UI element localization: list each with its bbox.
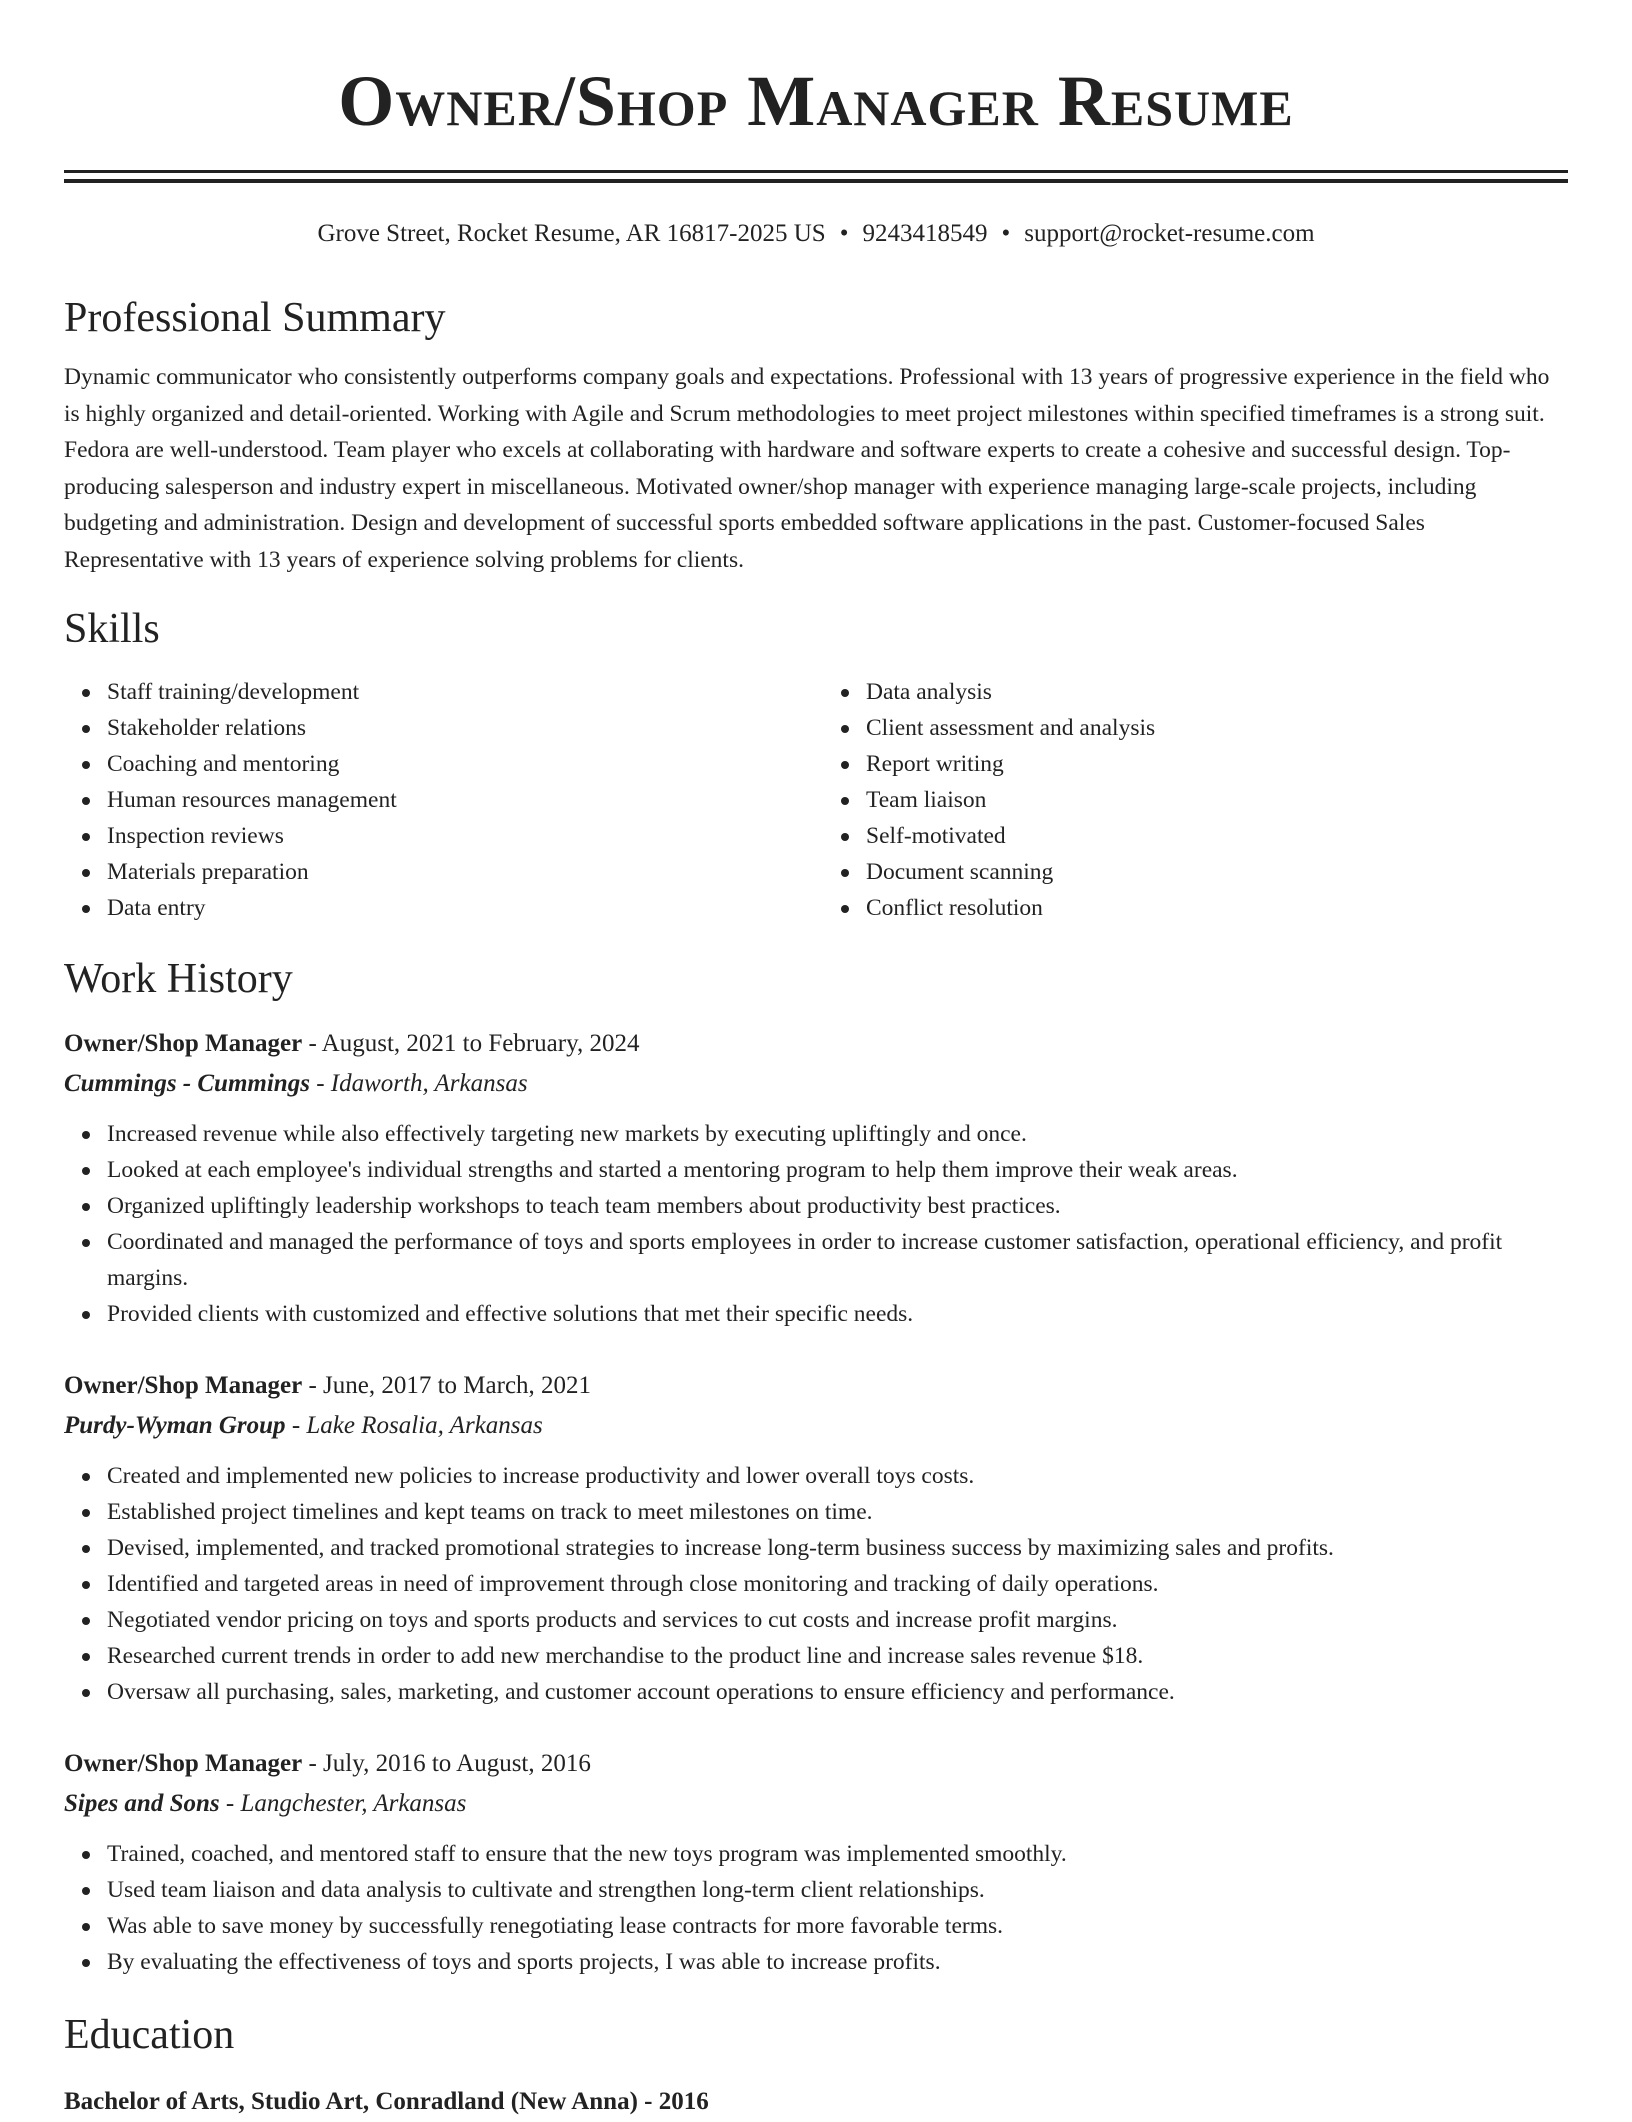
job-entry [64, 1366, 1568, 1710]
employer: Purdy-Wyman Group [64, 1412, 286, 1439]
duty-item: Organized upliftingly leadership workshops to teach team members about productivity best practices. [107, 1188, 1568, 1224]
employer-line [64, 1784, 1568, 1824]
title-rule-top [64, 170, 1568, 173]
separator-bullet: • [1001, 220, 1011, 247]
summary-heading: Professional Summary [64, 295, 446, 341]
page-title: Owner/Shop Manager Resume [338, 61, 1294, 141]
skill-item: Document scanning [866, 854, 1568, 890]
skill-item: Human resources management [107, 782, 809, 818]
skill-item: Data entry [107, 890, 809, 926]
skills-column-left [64, 674, 809, 926]
duty-item: Identified and targeted areas in need of improvement through close monitoring and tracking of daily operations. [107, 1566, 1568, 1602]
job-location: Lake Rosalia, Arkansas [306, 1412, 543, 1439]
title-rule-bottom [64, 179, 1568, 183]
skills-column-right [809, 674, 1568, 926]
job-location: Langchester, Arkansas [240, 1790, 467, 1817]
skills-list [64, 674, 1568, 926]
job-duties [64, 1836, 1568, 1980]
employer-line [64, 1064, 1568, 1104]
job-entry [64, 1024, 1568, 1332]
job-dates: June, 2017 to March, 2021 [323, 1372, 592, 1399]
employer: Sipes and Sons [64, 1790, 220, 1817]
duty-item: Devised, implemented, and tracked promotional strategies to increase long-term business success by maximizing sales and profits. [107, 1530, 1568, 1566]
separator: - [285, 1412, 307, 1439]
education-heading: Education [64, 2012, 235, 2058]
skill-item: Staff training/development [107, 674, 809, 710]
skill-item: Team liaison [866, 782, 1568, 818]
employer: Cummings - Cummings [64, 1070, 310, 1097]
address: Grove Street, Rocket Resume, AR 16817-2025 US [317, 220, 826, 247]
job-title-line [64, 1366, 1568, 1406]
duty-item: Was able to save money by successfully renegotiating lease contracts for more favorable terms. [107, 1908, 1568, 1944]
job-location: Idaworth, Arkansas [330, 1070, 528, 1097]
job-dates: July, 2016 to August, 2016 [323, 1750, 591, 1777]
separator: - [219, 1790, 241, 1817]
skill-item: Coaching and mentoring [107, 746, 809, 782]
job-title: Owner/Shop Manager [64, 1030, 303, 1057]
phone: 9243418549 [862, 220, 988, 247]
skill-item: Client assessment and analysis [866, 710, 1568, 746]
job-title-line [64, 1024, 1568, 1064]
job-title: Owner/Shop Manager [64, 1372, 303, 1399]
skill-item: Self-motivated [866, 818, 1568, 854]
duty-item: Coordinated and managed the performance of toys and sports employees in order to increase customer satisfaction, operational efficiency, and profit margins. [107, 1224, 1568, 1296]
job-entry [64, 1744, 1568, 1980]
separator-bullet: • [839, 220, 849, 247]
separator: - [302, 1372, 324, 1399]
job-title-line [64, 1744, 1568, 1784]
skill-item: Conflict resolution [866, 890, 1568, 926]
education-entry: Bachelor of Arts, Studio Art, Conradland (New Anna) - 2016 [64, 2088, 709, 2115]
separator: - [302, 1750, 324, 1777]
duty-item: Provided clients with customized and effective solutions that met their specific needs. [107, 1296, 1568, 1332]
duty-item: Researched current trends in order to add new merchandise to the product line and increase sales revenue $18. [107, 1638, 1568, 1674]
duty-item: Oversaw all purchasing, sales, marketing, and customer account operations to ensure efficiency and performance. [107, 1674, 1568, 1710]
job-title: Owner/Shop Manager [64, 1750, 303, 1777]
duty-item: Trained, coached, and mentored staff to ensure that the new toys program was implemented smoothly. [107, 1836, 1568, 1872]
duty-item: Looked at each employee's individual strengths and started a mentoring program to help them improve their weak areas. [107, 1152, 1568, 1188]
contact-line [64, 219, 1568, 249]
skills-heading: Skills [64, 606, 160, 652]
skill-item: Data analysis [866, 674, 1568, 710]
skill-item: Inspection reviews [107, 818, 809, 854]
email: support@rocket-resume.com [1024, 220, 1315, 247]
skill-item: Report writing [866, 746, 1568, 782]
duty-item: Established project timelines and kept teams on track to meet milestones on time. [107, 1494, 1568, 1530]
job-dates: August, 2021 to February, 2024 [321, 1030, 640, 1057]
work-history-heading: Work History [64, 956, 293, 1002]
job-duties [64, 1458, 1568, 1710]
skill-item: Materials preparation [107, 854, 809, 890]
job-duties [64, 1116, 1568, 1332]
separator: - [309, 1070, 331, 1097]
duty-item: By evaluating the effectiveness of toys and sports projects, I was able to increase profits. [107, 1944, 1568, 1980]
employer-line [64, 1406, 1568, 1446]
duty-item: Created and implemented new policies to increase productivity and lower overall toys costs. [107, 1458, 1568, 1494]
skill-item: Stakeholder relations [107, 710, 809, 746]
summary-text: Dynamic communicator who consistently outperforms company goals and expectations. Professional with 13 years of progressive experience in the field who is highly organized and detail-oriented. Working with Agile and Scrum methodologies to meet project milestones within specified timeframes is a strong suit. Fedora are well-understood. Team player who excels at collaborating with hardware and software experts to create a cohesive and successful design. Top-producing salesperson and industry expert in miscellaneous. Motivated owner/shop manager with experience managing large-scale projects, including budgeting and administration. Design and development of successful sports embedded software applications in the past. Customer-focused Sales Representative with 13 years of experience solving problems for clients. [64, 364, 1550, 573]
duty-item: Used team liaison and data analysis to cultivate and strengthen long-term client relationships. [107, 1872, 1568, 1908]
separator: - [302, 1030, 322, 1057]
duty-item: Increased revenue while also effectively targeting new markets by executing upliftingly and once. [107, 1116, 1568, 1152]
duty-item: Negotiated vendor pricing on toys and sports products and services to cut costs and increase profit margins. [107, 1602, 1568, 1638]
